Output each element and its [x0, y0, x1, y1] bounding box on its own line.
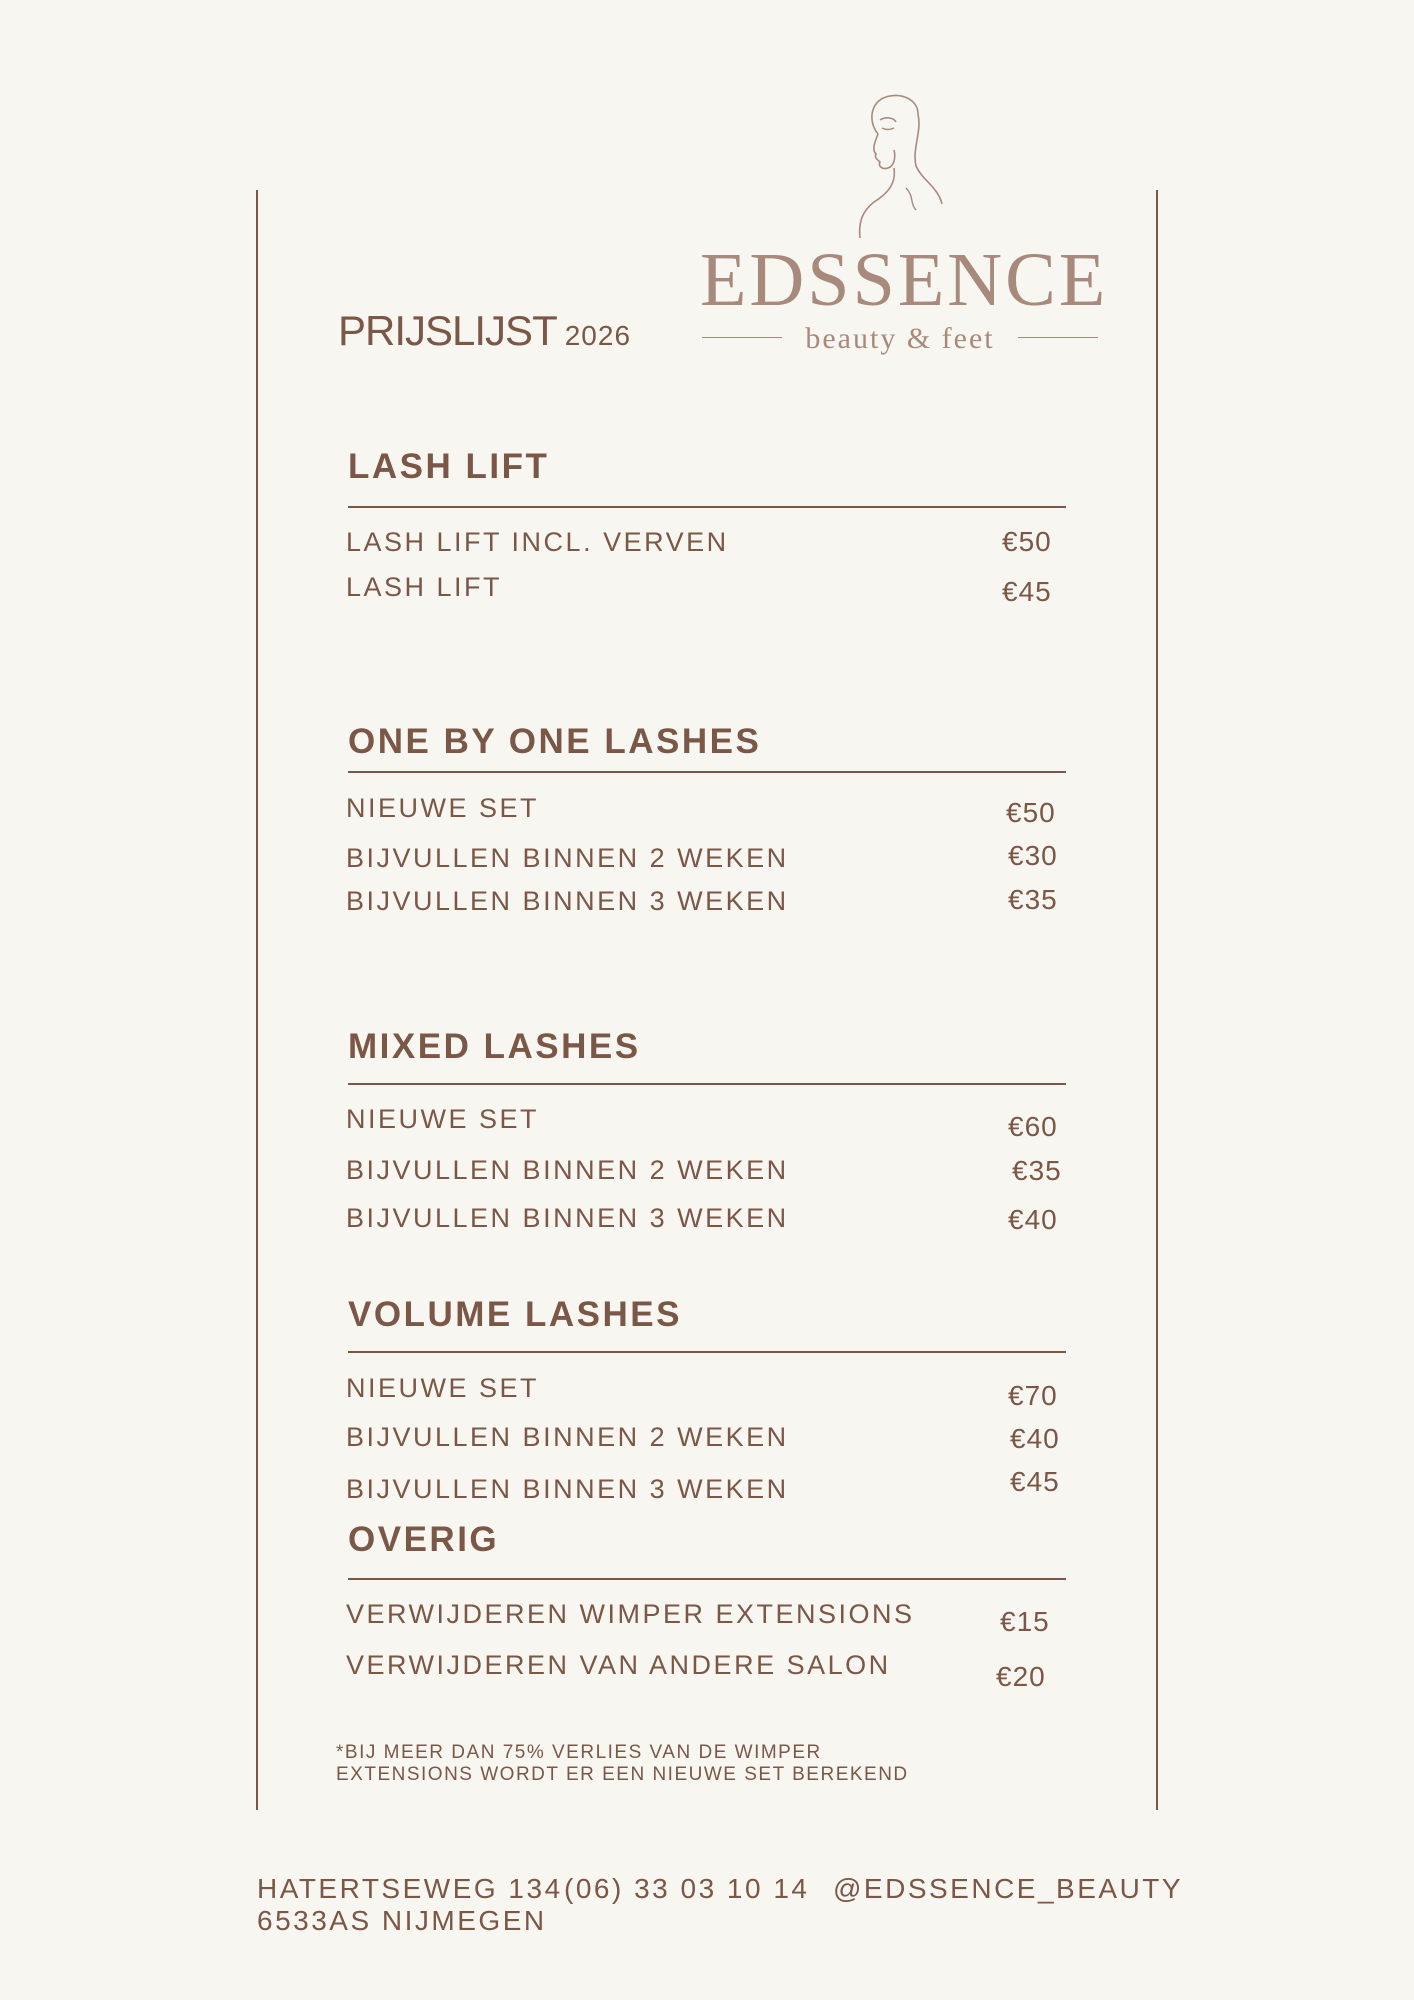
- footer-social-handle: @EDSSENCE_BEAUTY: [833, 1873, 1184, 1904]
- item-price: €50: [1006, 797, 1056, 828]
- address-city: 6533AS NIJMEGEN: [257, 1905, 547, 1936]
- footer-phone: (06) 33 03 10 14: [564, 1873, 810, 1904]
- brand-logo: [700, 92, 1109, 362]
- page-title: [338, 307, 632, 354]
- section-rule: [348, 1578, 1066, 1580]
- item-label: LASH LIFT INCL. VERVEN: [346, 527, 729, 557]
- item-price: €70: [1008, 1380, 1058, 1411]
- item-label: VERWIJDEREN WIMPER EXTENSIONS: [346, 1599, 915, 1629]
- section-rule: [348, 1351, 1066, 1353]
- item-label: BIJVULLEN BINNEN 3 WEKEN: [346, 1474, 789, 1504]
- footer-address: [257, 1873, 563, 1937]
- item-price: €15: [1000, 1606, 1050, 1637]
- section-heading-mixed-lashes: MIXED LASHES: [348, 1027, 641, 1066]
- item-price: €45: [1002, 576, 1052, 607]
- section-heading-one-by-one-lashes: ONE BY ONE LASHES: [348, 722, 762, 761]
- section-heading-volume-lashes: VOLUME LASHES: [348, 1295, 682, 1334]
- item-label: NIEUWE SET: [346, 1104, 540, 1134]
- brand-tagline: beauty & feet: [805, 322, 995, 355]
- footnote: [336, 1742, 909, 1786]
- item-label: VERWIJDEREN VAN ANDERE SALON: [346, 1650, 891, 1680]
- brand-name: EDSSENCE: [700, 238, 1109, 322]
- address-street: HATERTSEWEG 134: [257, 1873, 563, 1904]
- item-label: NIEUWE SET: [346, 1373, 540, 1403]
- page-title-year: 2026: [564, 320, 632, 351]
- item-price: €40: [1010, 1423, 1060, 1454]
- item-price: €45: [1010, 1466, 1060, 1497]
- item-price: €35: [1008, 884, 1058, 915]
- section-rule: [348, 771, 1066, 773]
- section-heading-lash-lift: LASH LIFT: [348, 447, 550, 486]
- item-label: BIJVULLEN BINNEN 2 WEKEN: [346, 843, 789, 873]
- footnote-line-1: *BIJ MEER DAN 75% VERLIES VAN DE WIMPER: [336, 1742, 822, 1763]
- right-border-line: [1156, 190, 1158, 1810]
- section-rule: [348, 506, 1066, 508]
- left-border-line: [256, 190, 258, 1810]
- item-label: BIJVULLEN BINNEN 3 WEKEN: [346, 886, 789, 916]
- item-label: NIEUWE SET: [346, 793, 540, 823]
- face-line-art-icon: [850, 92, 950, 242]
- item-price: €50: [1002, 526, 1052, 557]
- item-label: BIJVULLEN BINNEN 2 WEKEN: [346, 1155, 789, 1185]
- item-label: BIJVULLEN BINNEN 2 WEKEN: [346, 1422, 789, 1452]
- section-rule: [348, 1083, 1066, 1085]
- item-price: €60: [1008, 1111, 1058, 1142]
- brand-rule-right: [1018, 337, 1098, 338]
- footnote-line-2: EXTENSIONS WORDT ER EEN NIEUWE SET BEREKEND: [336, 1764, 909, 1785]
- page-title-text: PRIJSLIJST: [338, 307, 557, 354]
- item-price: €40: [1008, 1204, 1058, 1235]
- item-label: BIJVULLEN BINNEN 3 WEKEN: [346, 1203, 789, 1233]
- item-price: €30: [1008, 840, 1058, 871]
- item-price: €35: [1012, 1155, 1062, 1186]
- item-label: LASH LIFT: [346, 572, 503, 602]
- item-price: €20: [996, 1661, 1046, 1692]
- section-heading-overig: OVERIG: [348, 1520, 500, 1559]
